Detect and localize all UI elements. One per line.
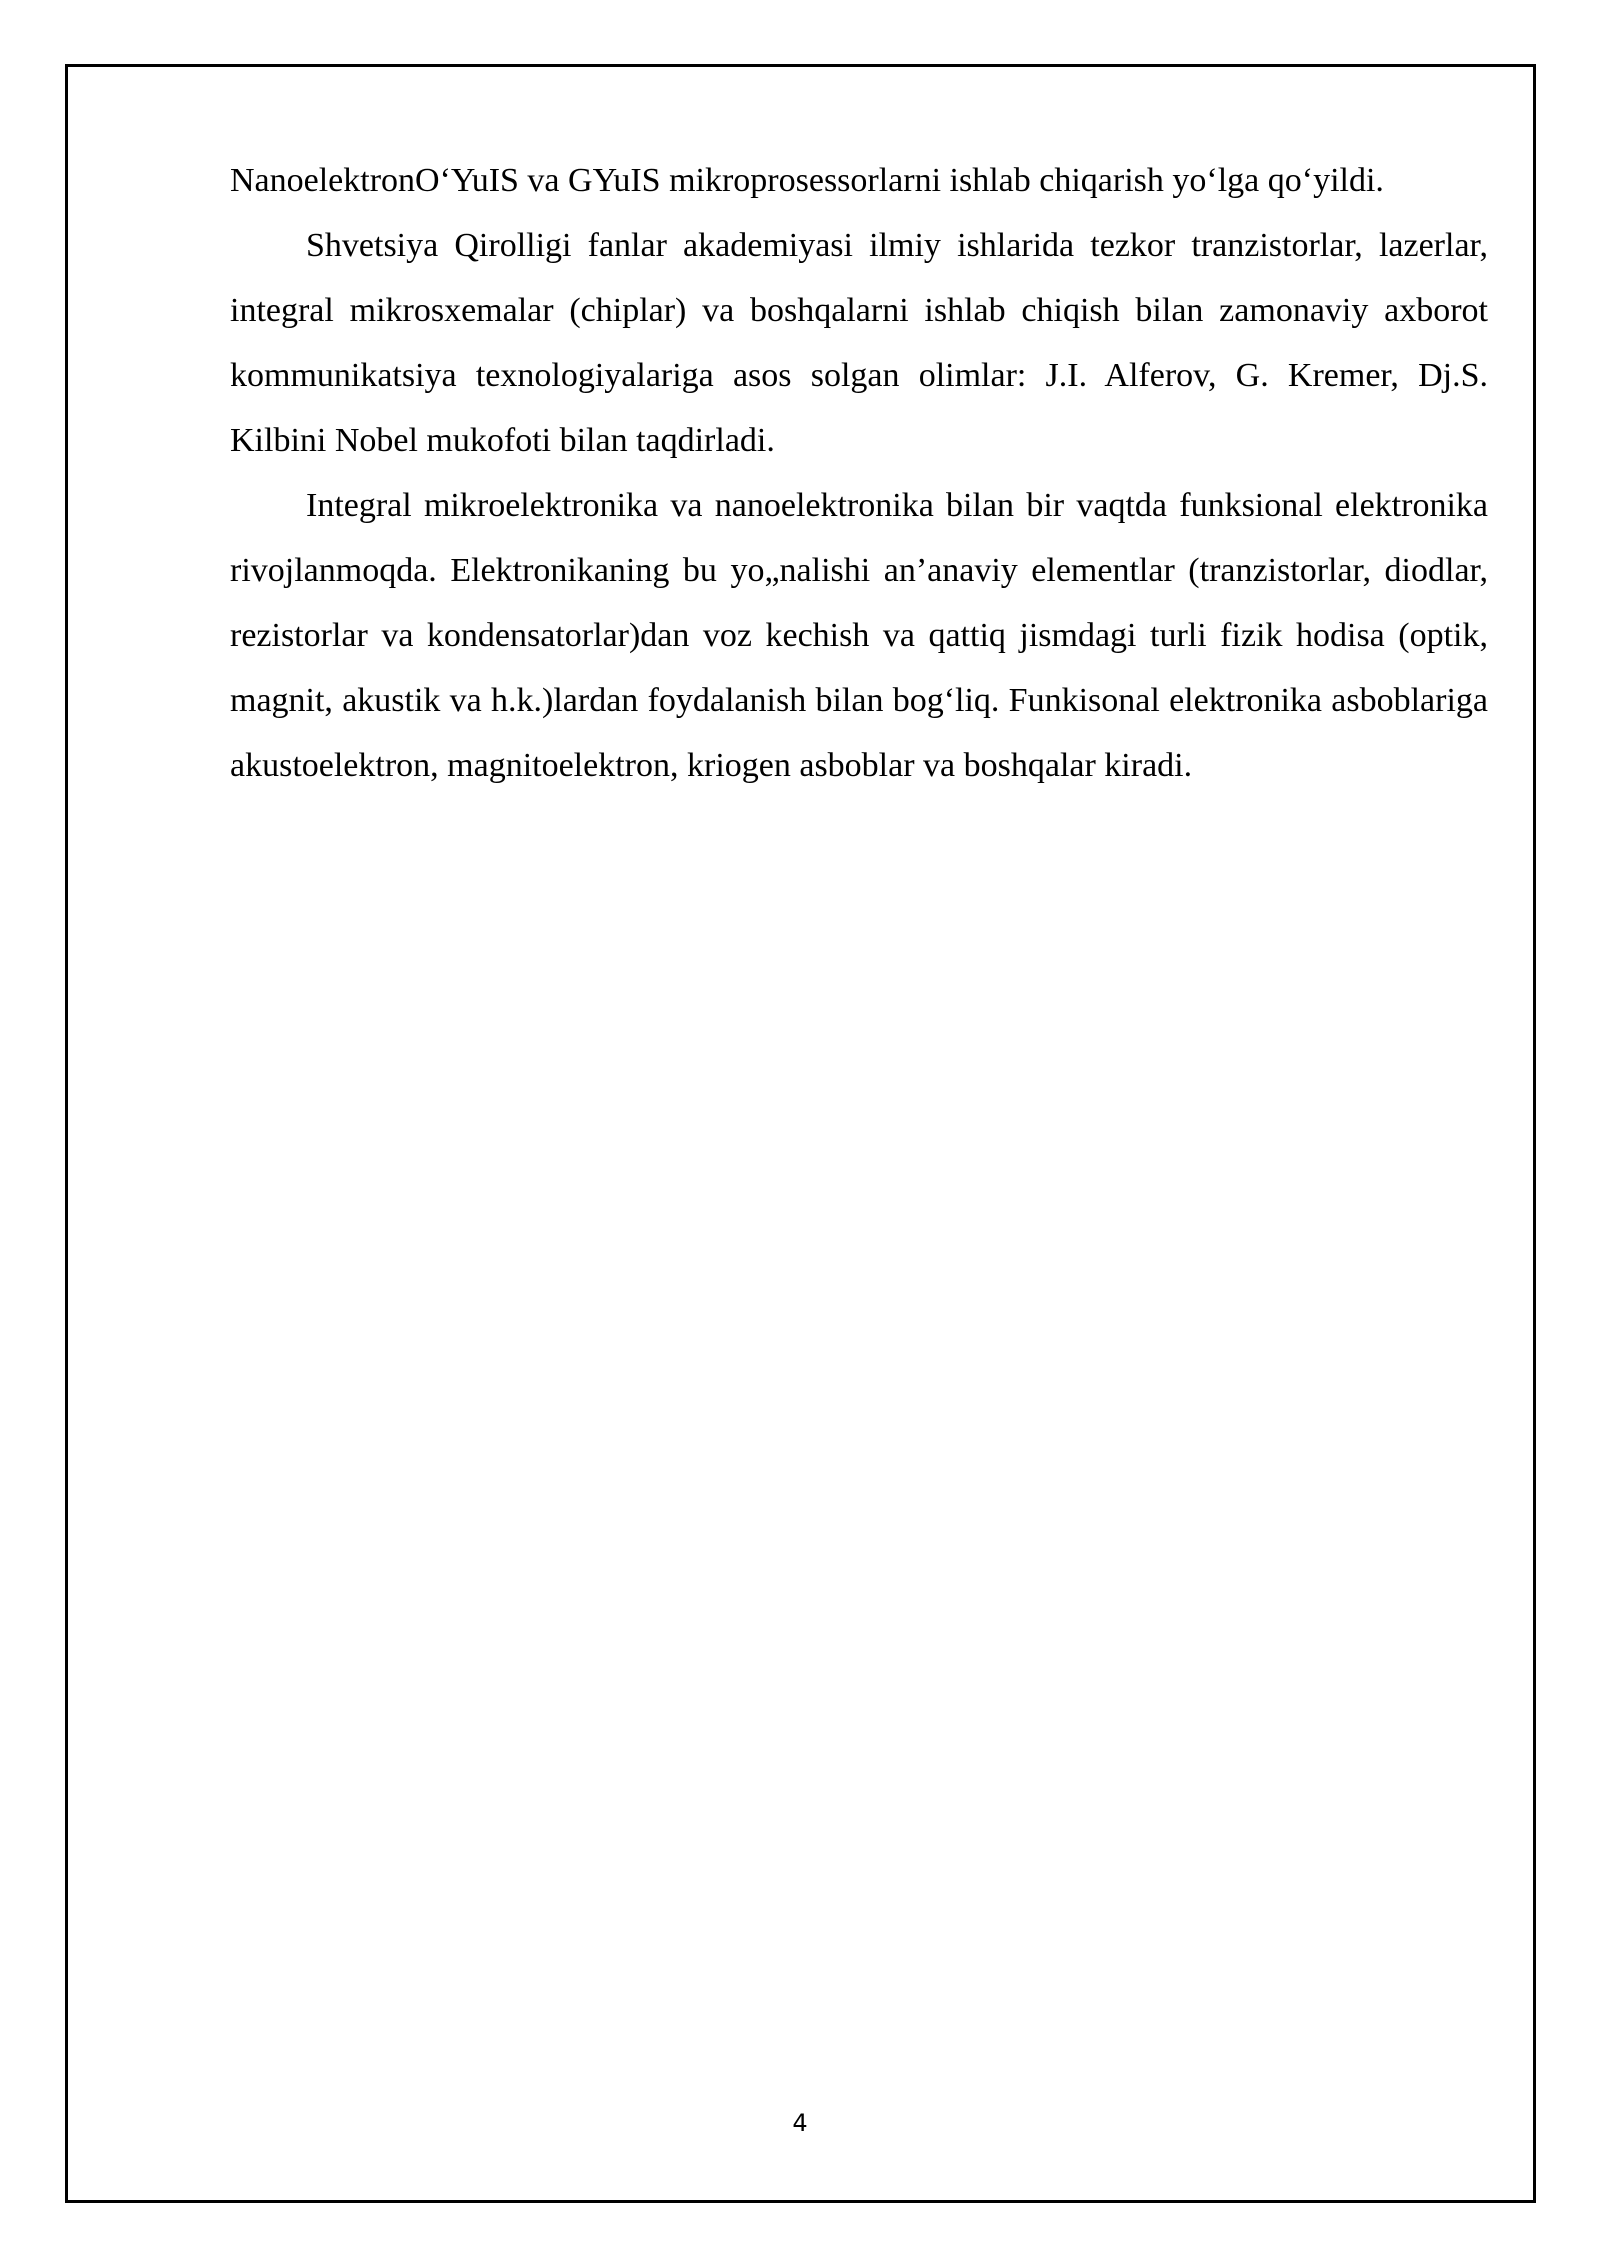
paragraph-2: Shvetsiya Qirolligi fanlar akademiyasi ilmiy ishlarida tezkor tranzistorlar, lazerlar, integral mikrosxemalar (chiplar) va boshqalarni ishlab chiqish bilan zamonaviy axborot kommunikatsiya texnologiyalariga asos solgan olimlar: J.I. Alferov, G. Kremer, Dj.S. Kilbini Nobel mukofoti bilan taqdirladi. (230, 227, 1488, 459)
page-number: 4 (792, 2109, 808, 2137)
paragraph-3: Integral mikroelektronika va nanoelektronika bilan bir vaqtda funksional elektronika rivojlanmoqda. Elektronikaning bu yo„nalishi an’anaviy elementlar (tranzistorlar, diodlar, rezistorlar va kondensatorlar)dan voz kechish va qattiq jismdagi turli fizik hodisa (optik, magnit, akustik va h.k.)lardan foydalanish bilan bog‘liq. Funkisonal elektronika asboblariga akustoelektron, magnitoelektron, kriogen asboblar va boshqalar kiradi. (230, 487, 1488, 784)
paragraph-1: NanoelektronO‘YuIS va GYuIS mikroprosessorlarni ishlab chiqarish yo‘lga qo‘yildi. (230, 162, 1384, 199)
document-body (230, 148, 1488, 798)
